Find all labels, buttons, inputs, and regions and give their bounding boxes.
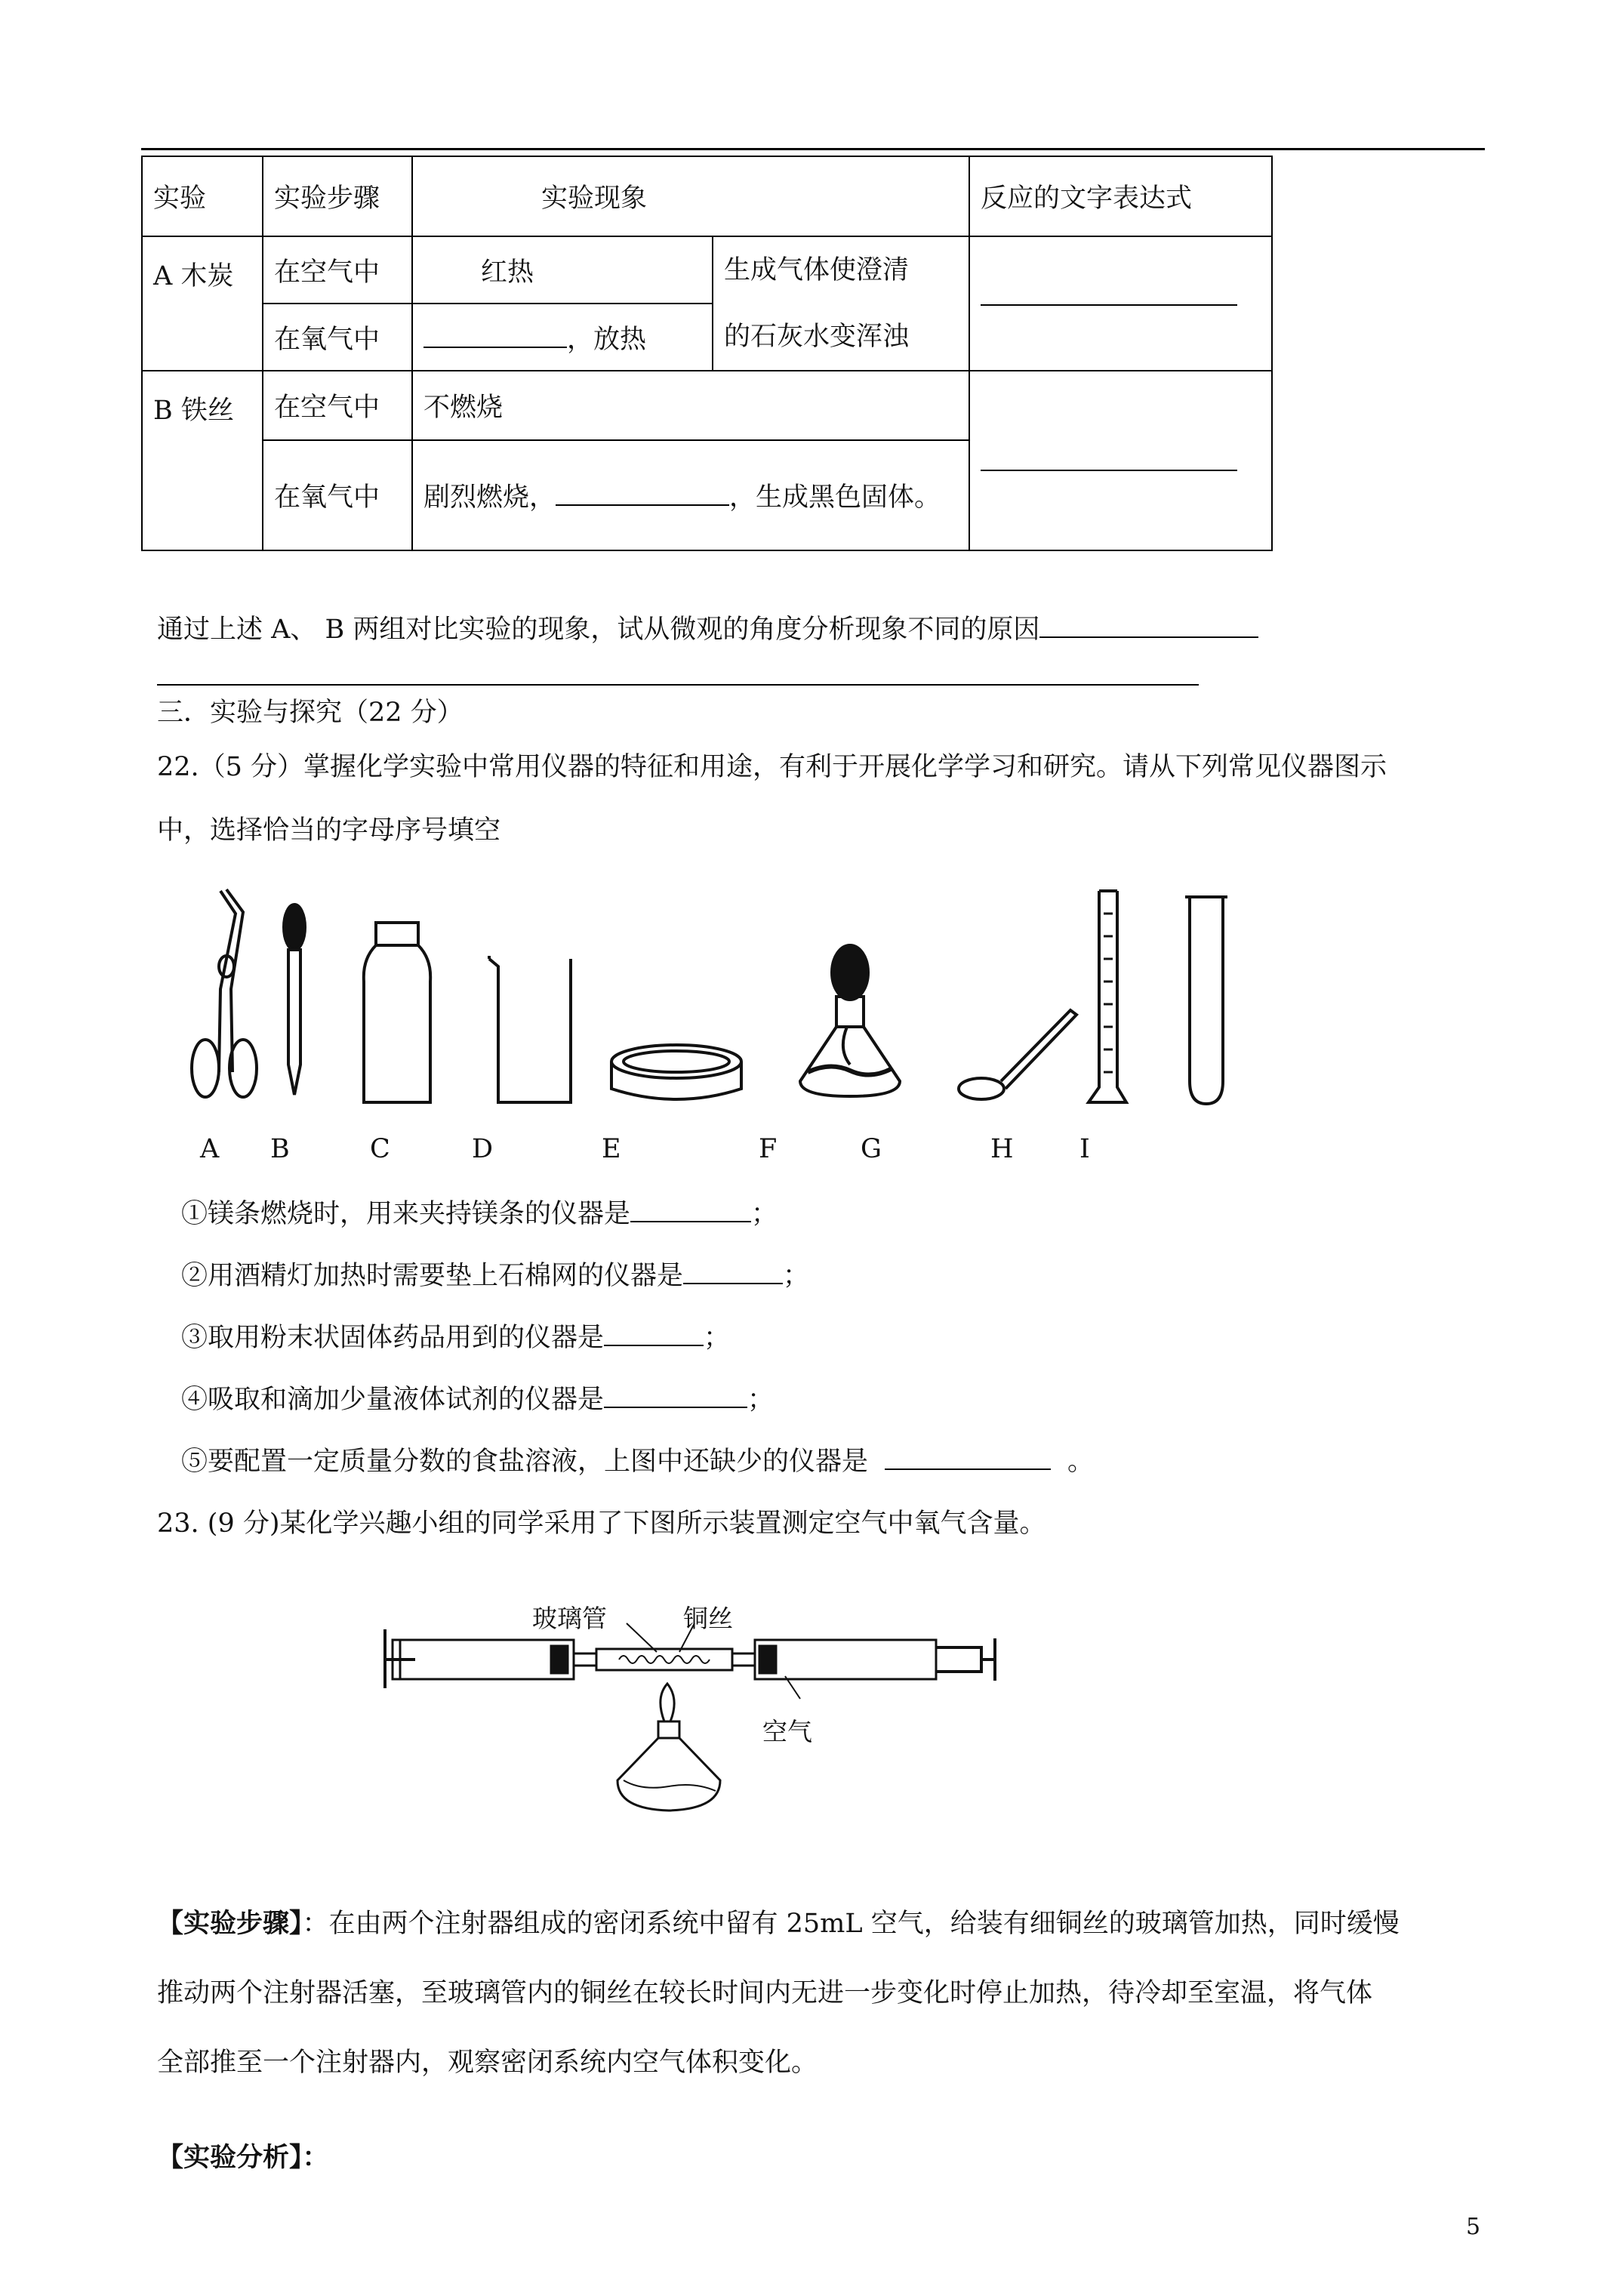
row-a-oxygen-step: 在氧气中: [263, 304, 412, 371]
analysis-blank-1[interactable]: [1039, 610, 1258, 638]
q22-item-3-text: ③取用粉末状固体药品用到的仪器是: [181, 1323, 605, 1353]
q22-item-2-blank[interactable]: [683, 1256, 783, 1284]
row-a-shared-line2: 的石灰水变浑浊: [724, 322, 910, 352]
q22-intro-line2: 中，选择恰当的字母序号填空: [157, 815, 501, 846]
q23-intro: 23. (9 分)某化学兴趣小组的同学采用了下图所示装置测定空气中氧气含量。: [157, 1509, 1046, 1539]
q22-item-5-text: ⑤要配置一定质量分数的食盐溶液，上图中还缺少的仪器是: [181, 1447, 869, 1477]
q22-item-3: [181, 1317, 730, 1354]
q22-item-1-end: ；: [751, 1199, 778, 1229]
medicine-spoon-icon: [959, 1010, 1076, 1099]
row-b-oxygen-blank[interactable]: [556, 478, 729, 506]
row-a-oxygen-suffix: ，放热: [567, 324, 647, 355]
graduated-cylinder-icon: [1089, 891, 1126, 1102]
row-b-air-phenomenon: 不燃烧: [412, 371, 969, 440]
label-h: H: [990, 1134, 1014, 1164]
crucible-tongs-icon: [192, 889, 257, 1097]
header-experiment: 实验: [142, 156, 263, 236]
q22-item-3-end: ；: [704, 1323, 731, 1353]
reagent-bottle-icon: [364, 923, 430, 1102]
evaporating-dish-icon: [611, 1045, 741, 1099]
label-copper-wire: 铜丝: [683, 1604, 733, 1633]
beaker-icon: [489, 956, 571, 1102]
left-syringe-icon: [385, 1629, 596, 1688]
row-a-equation-cell: [969, 236, 1272, 371]
analysis-question-text: 通过上述 A、 B 两组对比实验的现象，试从微观的角度分析现象不同的原因: [157, 615, 1040, 645]
page-number: 5: [1466, 2214, 1481, 2240]
row-b-air-step: 在空气中: [263, 371, 412, 440]
header-phenomenon: 实验现象: [412, 156, 969, 236]
analysis-blank-2[interactable]: [157, 684, 1199, 686]
header-steps: 实验步骤: [263, 156, 412, 236]
row-b-equation-blank[interactable]: [981, 443, 1237, 471]
row-a-oxygen-phenomenon: [412, 304, 713, 371]
q22-item-3-blank[interactable]: [604, 1318, 704, 1346]
row-a-oxygen-blank[interactable]: [423, 320, 567, 348]
row-b-oxygen-suffix: ，生成黑色固体。: [729, 482, 941, 513]
q22-item-4-end: ；: [747, 1385, 775, 1415]
row-b-name: B 铁丝: [142, 371, 263, 550]
q22-item-4-text: ④吸取和滴加少量液体试剂的仪器是: [181, 1385, 605, 1415]
label-e: E: [602, 1134, 621, 1164]
row-b-oxygen-prefix: 剧烈燃烧，: [423, 482, 556, 513]
q22-item-2: [181, 1255, 809, 1293]
label-air: 空气: [762, 1717, 812, 1746]
row-b-equation-cell: [969, 371, 1272, 550]
analysis-colon: ：: [302, 2142, 329, 2173]
header-equation: 反应的文字表达式: [969, 156, 1272, 236]
label-d: D: [472, 1134, 494, 1164]
row-a-air-phenomenon: 红热: [412, 236, 713, 304]
q22-item-4-blank[interactable]: [604, 1380, 747, 1408]
right-syringe-icon: [732, 1638, 995, 1681]
steps-title: 【实验步骤】: [157, 1908, 303, 1939]
q22-item-4: [181, 1379, 774, 1416]
row-b-oxygen-phenomenon: [412, 440, 969, 550]
label-f: F: [759, 1134, 778, 1164]
row-a-air-step: 在空气中: [263, 236, 412, 304]
analysis-question: [157, 609, 1258, 646]
q22-item-5-end: 。: [1067, 1447, 1095, 1477]
burner-icon: [617, 1684, 720, 1811]
steps-line2: 推动两个注射器活塞，至玻璃管内的铜丝在较长时间内无进一步变化时停止加热，待冷却至室温，将气体: [157, 1978, 1373, 2008]
instruments-figure: [174, 883, 1276, 1125]
section3-title: 三．实验与探究（22 分）: [157, 698, 463, 728]
row-b-oxygen-step: 在氧气中: [263, 440, 412, 550]
label-b: B: [270, 1134, 290, 1164]
experiment-table: [141, 156, 1273, 551]
q22-item-5: [181, 1441, 1094, 1478]
steps-line3: 全部推至一个注射器内，观察密闭系统内空气体积变化。: [157, 2048, 818, 2078]
label-glass-tube: 玻璃管: [532, 1604, 607, 1633]
label-g: G: [861, 1134, 882, 1164]
row-a-shared-line1: 生成气体使澄清: [724, 255, 910, 285]
glass-tube-icon: [596, 1649, 732, 1670]
test-tube-icon: [1185, 897, 1227, 1104]
label-c: C: [370, 1134, 390, 1164]
steps-line1: ：在由两个注射器组成的密闭系统中留有 25mL 空气，给装有细铜丝的玻璃管加热，同时缓慢: [302, 1909, 1400, 1939]
q22-item-1-text: ①镁条燃烧时，用来夹持镁条的仪器是: [181, 1199, 631, 1229]
analysis-title: 【实验分析】: [157, 2142, 303, 2173]
q22-item-2-text: ②用酒精灯加热时需要垫上石棉网的仪器是: [181, 1261, 684, 1291]
q22-item-1: [181, 1193, 778, 1231]
q22-item-1-blank[interactable]: [630, 1194, 751, 1222]
q22-item-2-end: ；: [783, 1261, 810, 1291]
row-a-equation-blank[interactable]: [981, 278, 1237, 306]
header-rule: [141, 148, 1485, 150]
label-a: A: [200, 1134, 220, 1164]
analysis-heading: [157, 2137, 329, 2174]
steps-paragraph: [157, 1889, 1486, 2097]
dropper-icon: [284, 905, 305, 1095]
alcohol-lamp-icon: [800, 945, 900, 1096]
q22-intro-line1: 22.（5 分）掌握化学实验中常用仪器的特征和用途，有利于开展化学学习和研究。请从下列常见仪器图示: [157, 752, 1387, 782]
row-a-shared-phenomenon: [713, 236, 969, 371]
q22-item-5-blank[interactable]: [885, 1442, 1051, 1470]
row-a-name: A 木炭: [142, 236, 263, 371]
label-i: I: [1079, 1134, 1090, 1164]
